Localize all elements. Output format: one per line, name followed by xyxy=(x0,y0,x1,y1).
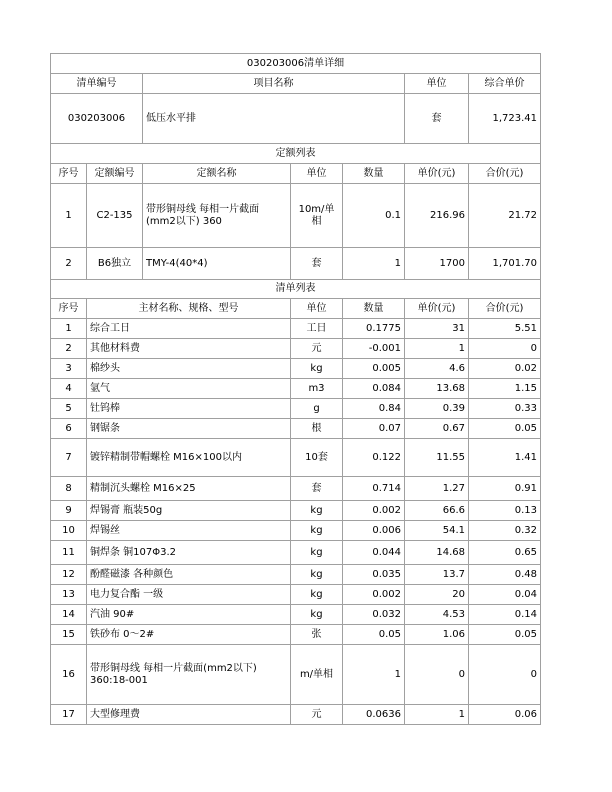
quota-name: 带形铜母线 每相一片截面(mm2以下) 360 xyxy=(143,184,291,248)
mat-name: 精制沉头螺栓 M16×25 xyxy=(87,477,291,501)
table-row xyxy=(51,379,541,399)
mat-unit: kg xyxy=(291,585,343,605)
quota-col-qty: 数量 xyxy=(343,164,405,184)
mat-name: 焊锡丝 xyxy=(87,521,291,541)
mat-unit: 元 xyxy=(291,339,343,359)
mat-name: 棉纱头 xyxy=(87,359,291,379)
mat-name: 电力复合酯 一级 xyxy=(87,585,291,605)
mat-total: 0.65 xyxy=(469,541,541,565)
mat-name: 镀锌精制带帽螺栓 M16×100以内 xyxy=(87,439,291,477)
mat-unit: 根 xyxy=(291,419,343,439)
mat-qty: 1 xyxy=(343,645,405,705)
mat-no: 6 xyxy=(51,419,87,439)
table-row xyxy=(51,339,541,359)
mat-no: 1 xyxy=(51,319,87,339)
mat-unit: 10套 xyxy=(291,439,343,477)
mat-total: 0.05 xyxy=(469,419,541,439)
table-row xyxy=(51,248,541,280)
mat-qty: 0.032 xyxy=(343,605,405,625)
mat-qty: 0.084 xyxy=(343,379,405,399)
mat-price: 66.6 xyxy=(405,501,469,521)
mat-unit: kg xyxy=(291,521,343,541)
mat-qty: 0.005 xyxy=(343,359,405,379)
mat-price: 0.67 xyxy=(405,419,469,439)
materials-header-row xyxy=(51,299,541,319)
quota-no: 2 xyxy=(51,248,87,280)
table-row xyxy=(51,605,541,625)
mat-total: 0.32 xyxy=(469,521,541,541)
quota-total: 21.72 xyxy=(469,184,541,248)
mat-name: 焊锡膏 瓶装50g xyxy=(87,501,291,521)
mat-name: 其他材料费 xyxy=(87,339,291,359)
mat-no: 15 xyxy=(51,625,87,645)
mat-qty: 0.122 xyxy=(343,439,405,477)
quota-price: 1700 xyxy=(405,248,469,280)
mat-no: 16 xyxy=(51,645,87,705)
mat-no: 5 xyxy=(51,399,87,419)
mat-price: 1 xyxy=(405,339,469,359)
quota-price: 216.96 xyxy=(405,184,469,248)
mat-price: 14.68 xyxy=(405,541,469,565)
mat-unit: kg xyxy=(291,501,343,521)
mat-no: 7 xyxy=(51,439,87,477)
table-row xyxy=(51,399,541,419)
mat-price: 1.27 xyxy=(405,477,469,501)
mat-col-price: 单价(元) xyxy=(405,299,469,319)
quota-col-total: 合价(元) xyxy=(469,164,541,184)
quota-header-row xyxy=(51,164,541,184)
item-unit: 套 xyxy=(405,94,469,144)
quota-code: B6独立 xyxy=(87,248,143,280)
mat-price: 13.68 xyxy=(405,379,469,399)
mat-unit: kg xyxy=(291,565,343,585)
mat-col-total: 合价(元) xyxy=(469,299,541,319)
mat-qty: 0.0636 xyxy=(343,705,405,725)
mat-qty: 0.05 xyxy=(343,625,405,645)
mat-total: 0.06 xyxy=(469,705,541,725)
table-row xyxy=(51,521,541,541)
mat-price: 54.1 xyxy=(405,521,469,541)
mat-total: 0.13 xyxy=(469,501,541,521)
table-row xyxy=(51,645,541,705)
item-price: 1,723.41 xyxy=(469,94,541,144)
quota-col-price: 单价(元) xyxy=(405,164,469,184)
mat-qty: 0.07 xyxy=(343,419,405,439)
mat-no: 2 xyxy=(51,339,87,359)
mat-name: 钢锯条 xyxy=(87,419,291,439)
mat-qty: 0.714 xyxy=(343,477,405,501)
quota-name: TMY-4(40*4) xyxy=(143,248,291,280)
mat-unit: g xyxy=(291,399,343,419)
mat-unit: kg xyxy=(291,359,343,379)
mat-total: 0.48 xyxy=(469,565,541,585)
quota-total: 1,701.70 xyxy=(469,248,541,280)
mat-total: 1.41 xyxy=(469,439,541,477)
mat-col-unit: 单位 xyxy=(291,299,343,319)
table-row xyxy=(51,419,541,439)
mat-price: 11.55 xyxy=(405,439,469,477)
mat-total: 0.05 xyxy=(469,625,541,645)
quota-col-unit: 单位 xyxy=(291,164,343,184)
col-unit-header: 单位 xyxy=(405,74,469,94)
mat-unit: 张 xyxy=(291,625,343,645)
quota-qty: 0.1 xyxy=(343,184,405,248)
table-row xyxy=(51,477,541,501)
mat-no: 10 xyxy=(51,521,87,541)
mat-qty: 0.002 xyxy=(343,585,405,605)
item-name: 低压水平排 xyxy=(143,94,405,144)
mat-name: 大型修理费 xyxy=(87,705,291,725)
mat-unit: m/单相 xyxy=(291,645,343,705)
table-row xyxy=(51,705,541,725)
table-row xyxy=(51,541,541,565)
quota-section-title: 定额列表 xyxy=(51,144,541,164)
quota-col-name: 定额名称 xyxy=(143,164,291,184)
mat-total: 0.14 xyxy=(469,605,541,625)
mat-total: 0 xyxy=(469,645,541,705)
mat-unit: m3 xyxy=(291,379,343,399)
mat-price: 0 xyxy=(405,645,469,705)
mat-col-qty: 数量 xyxy=(343,299,405,319)
mat-name: 氩气 xyxy=(87,379,291,399)
mat-name: 汽油 90# xyxy=(87,605,291,625)
mat-price: 0.39 xyxy=(405,399,469,419)
mat-no: 17 xyxy=(51,705,87,725)
table-row xyxy=(51,585,541,605)
table-row xyxy=(51,501,541,521)
mat-total: 0.04 xyxy=(469,585,541,605)
mat-total: 1.15 xyxy=(469,379,541,399)
mat-qty: 0.1775 xyxy=(343,319,405,339)
mat-no: 3 xyxy=(51,359,87,379)
mat-col-no: 序号 xyxy=(51,299,87,319)
quota-unit: 套 xyxy=(291,248,343,280)
mat-total: 0 xyxy=(469,339,541,359)
table-row xyxy=(51,319,541,339)
table-title: 030203006清单详细 xyxy=(51,54,541,74)
mat-no: 14 xyxy=(51,605,87,625)
mat-name: 带形铜母线 每相一片截面(mm2以下) 360:18-001 xyxy=(87,645,291,705)
mat-qty: 0.044 xyxy=(343,541,405,565)
item-code: 030203006 xyxy=(51,94,143,144)
quota-unit: 10m/单相 xyxy=(291,184,343,248)
col-price-header: 综合单价 xyxy=(469,74,541,94)
mat-no: 12 xyxy=(51,565,87,585)
mat-total: 0.33 xyxy=(469,399,541,419)
mat-name: 钍钨棒 xyxy=(87,399,291,419)
mat-qty: 0.002 xyxy=(343,501,405,521)
mat-qty: -0.001 xyxy=(343,339,405,359)
mat-unit: 元 xyxy=(291,705,343,725)
mat-no: 13 xyxy=(51,585,87,605)
mat-col-name: 主材名称、规格、型号 xyxy=(87,299,291,319)
mat-price: 4.53 xyxy=(405,605,469,625)
mat-unit: 工日 xyxy=(291,319,343,339)
col-code-header: 清单编号 xyxy=(51,74,143,94)
table-row xyxy=(51,625,541,645)
mat-qty: 0.035 xyxy=(343,565,405,585)
mat-total: 5.51 xyxy=(469,319,541,339)
col-name-header: 项目名称 xyxy=(143,74,405,94)
materials-section-title: 清单列表 xyxy=(51,280,541,299)
table-row xyxy=(51,439,541,477)
mat-name: 铁砂布 0～2# xyxy=(87,625,291,645)
quota-col-code: 定额编号 xyxy=(87,164,143,184)
mat-unit: kg xyxy=(291,541,343,565)
mat-total: 0.91 xyxy=(469,477,541,501)
mat-no: 11 xyxy=(51,541,87,565)
mat-price: 1 xyxy=(405,705,469,725)
mat-name: 酚醛磁漆 各种颜色 xyxy=(87,565,291,585)
table-row xyxy=(51,184,541,248)
detail-table xyxy=(50,53,541,280)
quota-col-no: 序号 xyxy=(51,164,87,184)
mat-price: 13.7 xyxy=(405,565,469,585)
mat-price: 4.6 xyxy=(405,359,469,379)
table-row xyxy=(51,565,541,585)
mat-qty: 0.84 xyxy=(343,399,405,419)
quota-code: C2-135 xyxy=(87,184,143,248)
mat-qty: 0.006 xyxy=(343,521,405,541)
table-row xyxy=(51,359,541,379)
mat-unit: kg xyxy=(291,605,343,625)
mat-no: 9 xyxy=(51,501,87,521)
quota-qty: 1 xyxy=(343,248,405,280)
mat-price: 1.06 xyxy=(405,625,469,645)
mat-price: 31 xyxy=(405,319,469,339)
mat-name: 综合工日 xyxy=(87,319,291,339)
mat-unit: 套 xyxy=(291,477,343,501)
materials-table xyxy=(50,279,541,725)
mat-price: 20 xyxy=(405,585,469,605)
mat-total: 0.02 xyxy=(469,359,541,379)
mat-no: 8 xyxy=(51,477,87,501)
mat-no: 4 xyxy=(51,379,87,399)
quota-no: 1 xyxy=(51,184,87,248)
mat-name: 铜焊条 铜107Φ3.2 xyxy=(87,541,291,565)
